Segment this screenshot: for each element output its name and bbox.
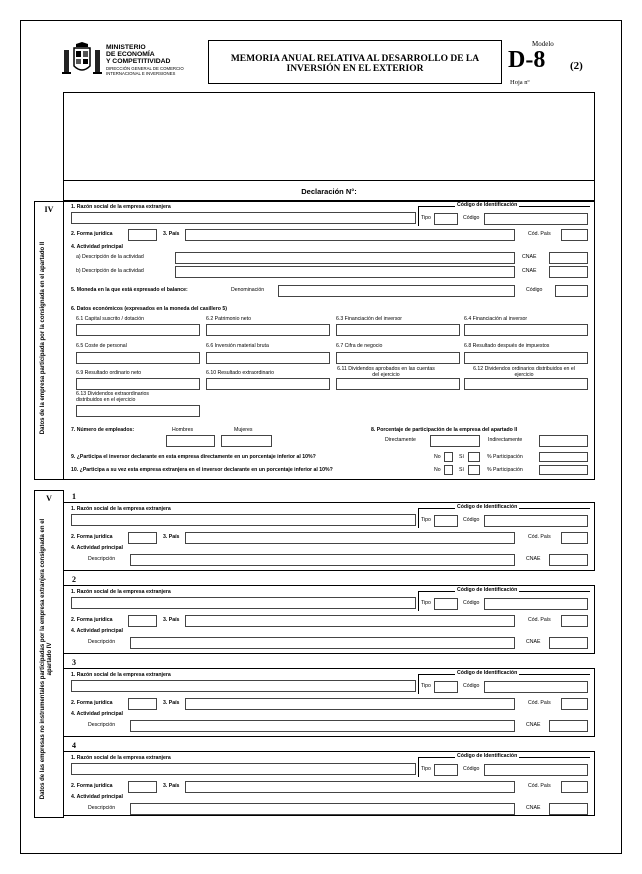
econ-6-12-input[interactable] — [464, 378, 588, 390]
s4-f1-label: 1. Razón social de la empresa extranjera — [71, 204, 171, 210]
s5-codigo-input[interactable] — [484, 515, 588, 527]
s4-f7-label: 7. Número de empleados: — [71, 427, 135, 433]
s5-tipo-label: Tipo — [421, 517, 431, 523]
mujeres-input[interactable] — [221, 435, 272, 447]
company-block-number: 3 — [72, 658, 76, 667]
s4-f6-label: 6. Datos económicos (expresados en la moneda del casillero 5) — [71, 306, 227, 312]
s4-tipo-input[interactable] — [434, 213, 458, 225]
s5-pais-input[interactable] — [185, 698, 515, 710]
s5-codigo-input[interactable] — [484, 598, 588, 610]
s4-f10-label: 10. ¿Participa a su vez esta empresa extranjera en el inversor declarante en un porcentaje inferior al 10%? — [71, 467, 333, 473]
s5-descripcion-input[interactable] — [130, 720, 515, 732]
econ-6-4-label: 6.4 Financiación al inversor — [464, 316, 528, 322]
s5-forma-input[interactable] — [128, 532, 157, 544]
s4-f5-label: 5. Moneda en la que está expresado el balance: — [71, 287, 188, 293]
f10-pct-input[interactable] — [539, 465, 588, 475]
econ-6-2-input[interactable] — [206, 324, 330, 336]
s5-descripcion-label: Descripción — [88, 805, 116, 811]
s5-descripcion-label: Descripción — [88, 639, 116, 645]
s4-desc-a-input[interactable] — [175, 252, 515, 264]
s5-company-name-input[interactable] — [71, 680, 416, 692]
s5-tipo-input[interactable] — [434, 598, 458, 610]
s4-moneda-codigo-input[interactable] — [555, 285, 588, 297]
s4-f3-label: 3. País — [163, 231, 180, 237]
section-v-side — [34, 490, 64, 818]
hombres-label: Hombres — [172, 427, 194, 433]
ministry-line-3: Y COMPETITIVIDAD — [106, 58, 171, 65]
company-block-number: 4 — [72, 741, 76, 750]
s5-tipo-input[interactable] — [434, 764, 458, 776]
s5-f1-label: 1. Razón social de la empresa extranjera — [71, 755, 171, 761]
s4-cnae-a-input[interactable] — [549, 252, 588, 264]
s5-f2-label: 2. Forma jurídica — [71, 617, 113, 623]
indirectamente-label: Indirectamente — [488, 437, 523, 443]
s5-f2-label: 2. Forma jurídica — [71, 534, 113, 540]
s5-f3-label: 3. País — [163, 700, 180, 706]
s4-cnae-b-input[interactable] — [549, 266, 588, 278]
s5-codigo-label: Código — [463, 600, 480, 606]
f10-si-label: Sí — [459, 467, 464, 473]
directorate-line-2: INTERNACIONAL E INVERSIONES — [106, 71, 176, 76]
s5-cod-pais-input[interactable] — [561, 615, 588, 627]
s5-cod-pais-label: Cód. País — [528, 617, 551, 623]
copy-number: (2) — [570, 60, 583, 72]
f9-pct-label: % Participación — [487, 454, 523, 460]
s4-cnae-a-label: CNAE — [522, 254, 537, 260]
form-title-line-2: INVERSIÓN EN EL EXTERIOR — [286, 64, 424, 74]
s5-cod-pais-input[interactable] — [561, 532, 588, 544]
s5-cnae-input[interactable] — [549, 554, 588, 566]
s5-f4-label: 4. Actividad principal — [71, 794, 123, 800]
s5-codigo-header: Código de Identificación — [457, 587, 518, 593]
s5-f4-label: 4. Actividad principal — [71, 545, 123, 551]
s5-codigo-header: Código de Identificación — [457, 753, 518, 759]
econ-6-6-input[interactable] — [206, 352, 330, 364]
s5-f2-label: 2. Forma jurídica — [71, 783, 113, 789]
s5-forma-input[interactable] — [128, 698, 157, 710]
s5-f3-label: 3. País — [163, 783, 180, 789]
econ-6-3-input[interactable] — [336, 324, 460, 336]
s5-cod-pais-input[interactable] — [561, 698, 588, 710]
section-iv-roman: IV — [44, 205, 54, 214]
s5-company-name-input[interactable] — [71, 514, 416, 526]
directorate-line-1: DIRECCIÓN GENERAL DE COMERCIO — [106, 66, 184, 71]
s5-tipo-label: Tipo — [421, 600, 431, 606]
f9-si-label: Sí — [459, 454, 464, 460]
s5-tipo-input[interactable] — [434, 515, 458, 527]
s4-pais-input[interactable] — [185, 229, 515, 241]
s5-descripcion-input[interactable] — [130, 637, 515, 649]
econ-6-7-input[interactable] — [336, 352, 460, 364]
s5-descripcion-label: Descripción — [88, 556, 116, 562]
f9-no-checkbox[interactable] — [444, 452, 453, 462]
s4-codigo-header: Código de Identificación — [457, 202, 518, 208]
econ-6-11-input[interactable] — [336, 378, 460, 390]
econ-6-9-input[interactable] — [76, 378, 200, 390]
s5-cod-pais-input[interactable] — [561, 781, 588, 793]
declaration-box[interactable] — [63, 180, 595, 201]
f10-pct-label: % Participación — [487, 467, 523, 473]
declaration-label: Declaración N°: — [301, 187, 357, 196]
s4-cnae-b-label: CNAE — [522, 268, 537, 274]
s5-pais-input[interactable] — [185, 532, 515, 544]
s4-moneda-input[interactable] — [278, 285, 515, 297]
s4-codigo-input[interactable] — [484, 213, 588, 225]
f9-no-label: No — [434, 454, 441, 460]
f10-no-checkbox[interactable] — [444, 465, 453, 475]
s5-f1-label: 1. Razón social de la empresa extranjera — [71, 589, 171, 595]
s4-f2-label: 2. Forma jurídica — [71, 231, 113, 237]
f10-no-label: No — [434, 467, 441, 473]
s4-f5-codigo-label: Código — [526, 287, 543, 293]
s4-f4b-label: b) Descripción de la actividad — [76, 268, 144, 274]
s5-codigo-header: Código de Identificación — [457, 670, 518, 676]
hombres-input[interactable] — [166, 435, 215, 447]
s5-cnae-input[interactable] — [549, 637, 588, 649]
s5-cnae-label: CNAE — [526, 722, 541, 728]
section-v-side-label: Datos de las empresas no instrumentales participadas por la empresa extranjera consignada en el apartado IV — [40, 518, 53, 800]
section-iv-side-label: Datos de la empresa participada por la consignada en el apartado II — [40, 241, 46, 435]
s5-pais-input[interactable] — [185, 781, 515, 793]
s4-f5-denom-label: Denominación — [231, 287, 265, 293]
s5-f1-label: 1. Razón social de la empresa extranjera — [71, 506, 171, 512]
section-v-roman: V — [46, 494, 52, 503]
s5-cod-pais-label: Cód. País — [528, 700, 551, 706]
econ-6-5-input[interactable] — [76, 352, 200, 364]
s5-cnae-label: CNAE — [526, 639, 541, 645]
s5-company-name-input[interactable] — [71, 597, 416, 609]
s4-cod-pais-label: Cód. País — [528, 231, 551, 237]
form-title-line-1: MEMORIA ANUAL RELATIVA AL DESARROLLO DE LA — [230, 54, 480, 64]
s5-descripcion-input[interactable] — [130, 803, 515, 815]
indirectamente-input[interactable] — [539, 435, 588, 447]
s5-cod-pais-label: Cód. País — [528, 534, 551, 540]
mujeres-label: Mujeres — [234, 427, 253, 433]
company-block-number: 1 — [72, 492, 76, 501]
form-code: D-8 — [508, 47, 546, 73]
s5-tipo-input[interactable] — [434, 681, 458, 693]
directamente-label: Directamente — [385, 437, 416, 443]
s5-tipo-label: Tipo — [421, 683, 431, 689]
s4-cod-pais-input[interactable] — [561, 229, 588, 241]
s5-cnae-input[interactable] — [549, 803, 588, 815]
f9-si-checkbox[interactable] — [468, 452, 480, 462]
s4-tipo-label: Tipo — [421, 215, 431, 221]
s5-tipo-label: Tipo — [421, 766, 431, 772]
s4-f9-label: 9. ¿Participa el inversor declarante en esta empresa directamente en un porcentaje inferior al 10%? — [71, 454, 316, 460]
s5-cnae-input[interactable] — [549, 720, 588, 732]
f10-si-checkbox[interactable] — [468, 465, 480, 475]
econ-6-7-label: 6.7 Cifra de negocio — [336, 343, 383, 349]
econ-6-6-label: 6.6 Inversión material bruta — [206, 343, 269, 349]
s5-cod-pais-label: Cód. País — [528, 783, 551, 789]
ministry-line-2: DE ECONOMÍA — [106, 51, 155, 58]
s4-codigo-label: Código — [463, 215, 480, 221]
s5-codigo-label: Código — [463, 517, 480, 523]
econ-6-10-input[interactable] — [206, 378, 330, 390]
s5-codigo-header: Código de Identificación — [457, 504, 518, 510]
s5-forma-input[interactable] — [128, 781, 157, 793]
company-block-number: 2 — [72, 575, 76, 584]
s5-f4-label: 4. Actividad principal — [71, 628, 123, 634]
s5-descripcion-input[interactable] — [130, 554, 515, 566]
stamp-area — [63, 92, 595, 180]
econ-6-8-input[interactable] — [464, 352, 588, 364]
s5-codigo-label: Código — [463, 683, 480, 689]
modelo-label: Modelo — [532, 40, 554, 48]
form-title-box — [208, 40, 502, 84]
econ-6-10-label: 6.10 Resultado extraordinario — [206, 370, 275, 376]
s4-f4-label: 4. Actividad principal — [71, 244, 123, 250]
econ-6-2-label: 6.2 Patrimonio neto — [206, 316, 251, 322]
coat-of-arms-logo — [62, 42, 102, 78]
section-iv-side — [34, 201, 64, 480]
s5-f1-label: 1. Razón social de la empresa extranjera — [71, 672, 171, 678]
s4-f4a-label: a) Descripción de la actividad — [76, 254, 144, 260]
s4-company-name-input[interactable] — [71, 212, 416, 224]
f9-pct-input[interactable] — [539, 452, 588, 462]
econ-6-11-label: 6.11 Dividendos aprobados en las cuentas del ejercicio — [337, 366, 435, 378]
sheet-number-label: Hoja nº — [510, 79, 530, 86]
s5-f3-label: 3. País — [163, 617, 180, 623]
directamente-input[interactable] — [430, 435, 480, 447]
s5-cnae-label: CNAE — [526, 556, 541, 562]
econ-6-1-input[interactable] — [76, 324, 200, 336]
s5-company-name-input[interactable] — [71, 763, 416, 775]
ministry-name — [106, 44, 184, 76]
econ-6-13-input[interactable] — [76, 405, 200, 417]
s4-f8-label: 8. Porcentaje de participación de la empresa del apartado II — [371, 427, 518, 433]
s5-forma-input[interactable] — [128, 615, 157, 627]
s5-f2-label: 2. Forma jurídica — [71, 700, 113, 706]
s4-forma-input[interactable] — [128, 229, 157, 241]
econ-6-9-label: 6.9 Resultado ordinario neto — [76, 370, 142, 376]
s5-codigo-input[interactable] — [484, 764, 588, 776]
s5-codigo-label: Código — [463, 766, 480, 772]
ministry-line-1: MINISTERIO — [106, 44, 146, 51]
s5-f4-label: 4. Actividad principal — [71, 711, 123, 717]
s5-descripcion-label: Descripción — [88, 722, 116, 728]
s4-desc-b-input[interactable] — [175, 266, 515, 278]
econ-6-3-label: 6.3 Financiación del inversor — [336, 316, 403, 322]
econ-6-4-input[interactable] — [464, 324, 588, 336]
econ-6-13-label: 6.13 Dividendos extraordinarios distribuidos en el ejercicio — [76, 391, 149, 403]
econ-6-12-label: 6.12 Dividendos ordinarios distribuidos en el ejercicio — [473, 366, 575, 378]
econ-6-8-label: 6.8 Resultado después de impuestos — [464, 343, 550, 349]
econ-6-5-label: 6.5 Coste de personal — [76, 343, 127, 349]
s5-f3-label: 3. País — [163, 534, 180, 540]
s5-cnae-label: CNAE — [526, 805, 541, 811]
s5-codigo-input[interactable] — [484, 681, 588, 693]
s5-pais-input[interactable] — [185, 615, 515, 627]
econ-6-1-label: 6.1 Capital suscrito / dotación — [76, 316, 145, 322]
